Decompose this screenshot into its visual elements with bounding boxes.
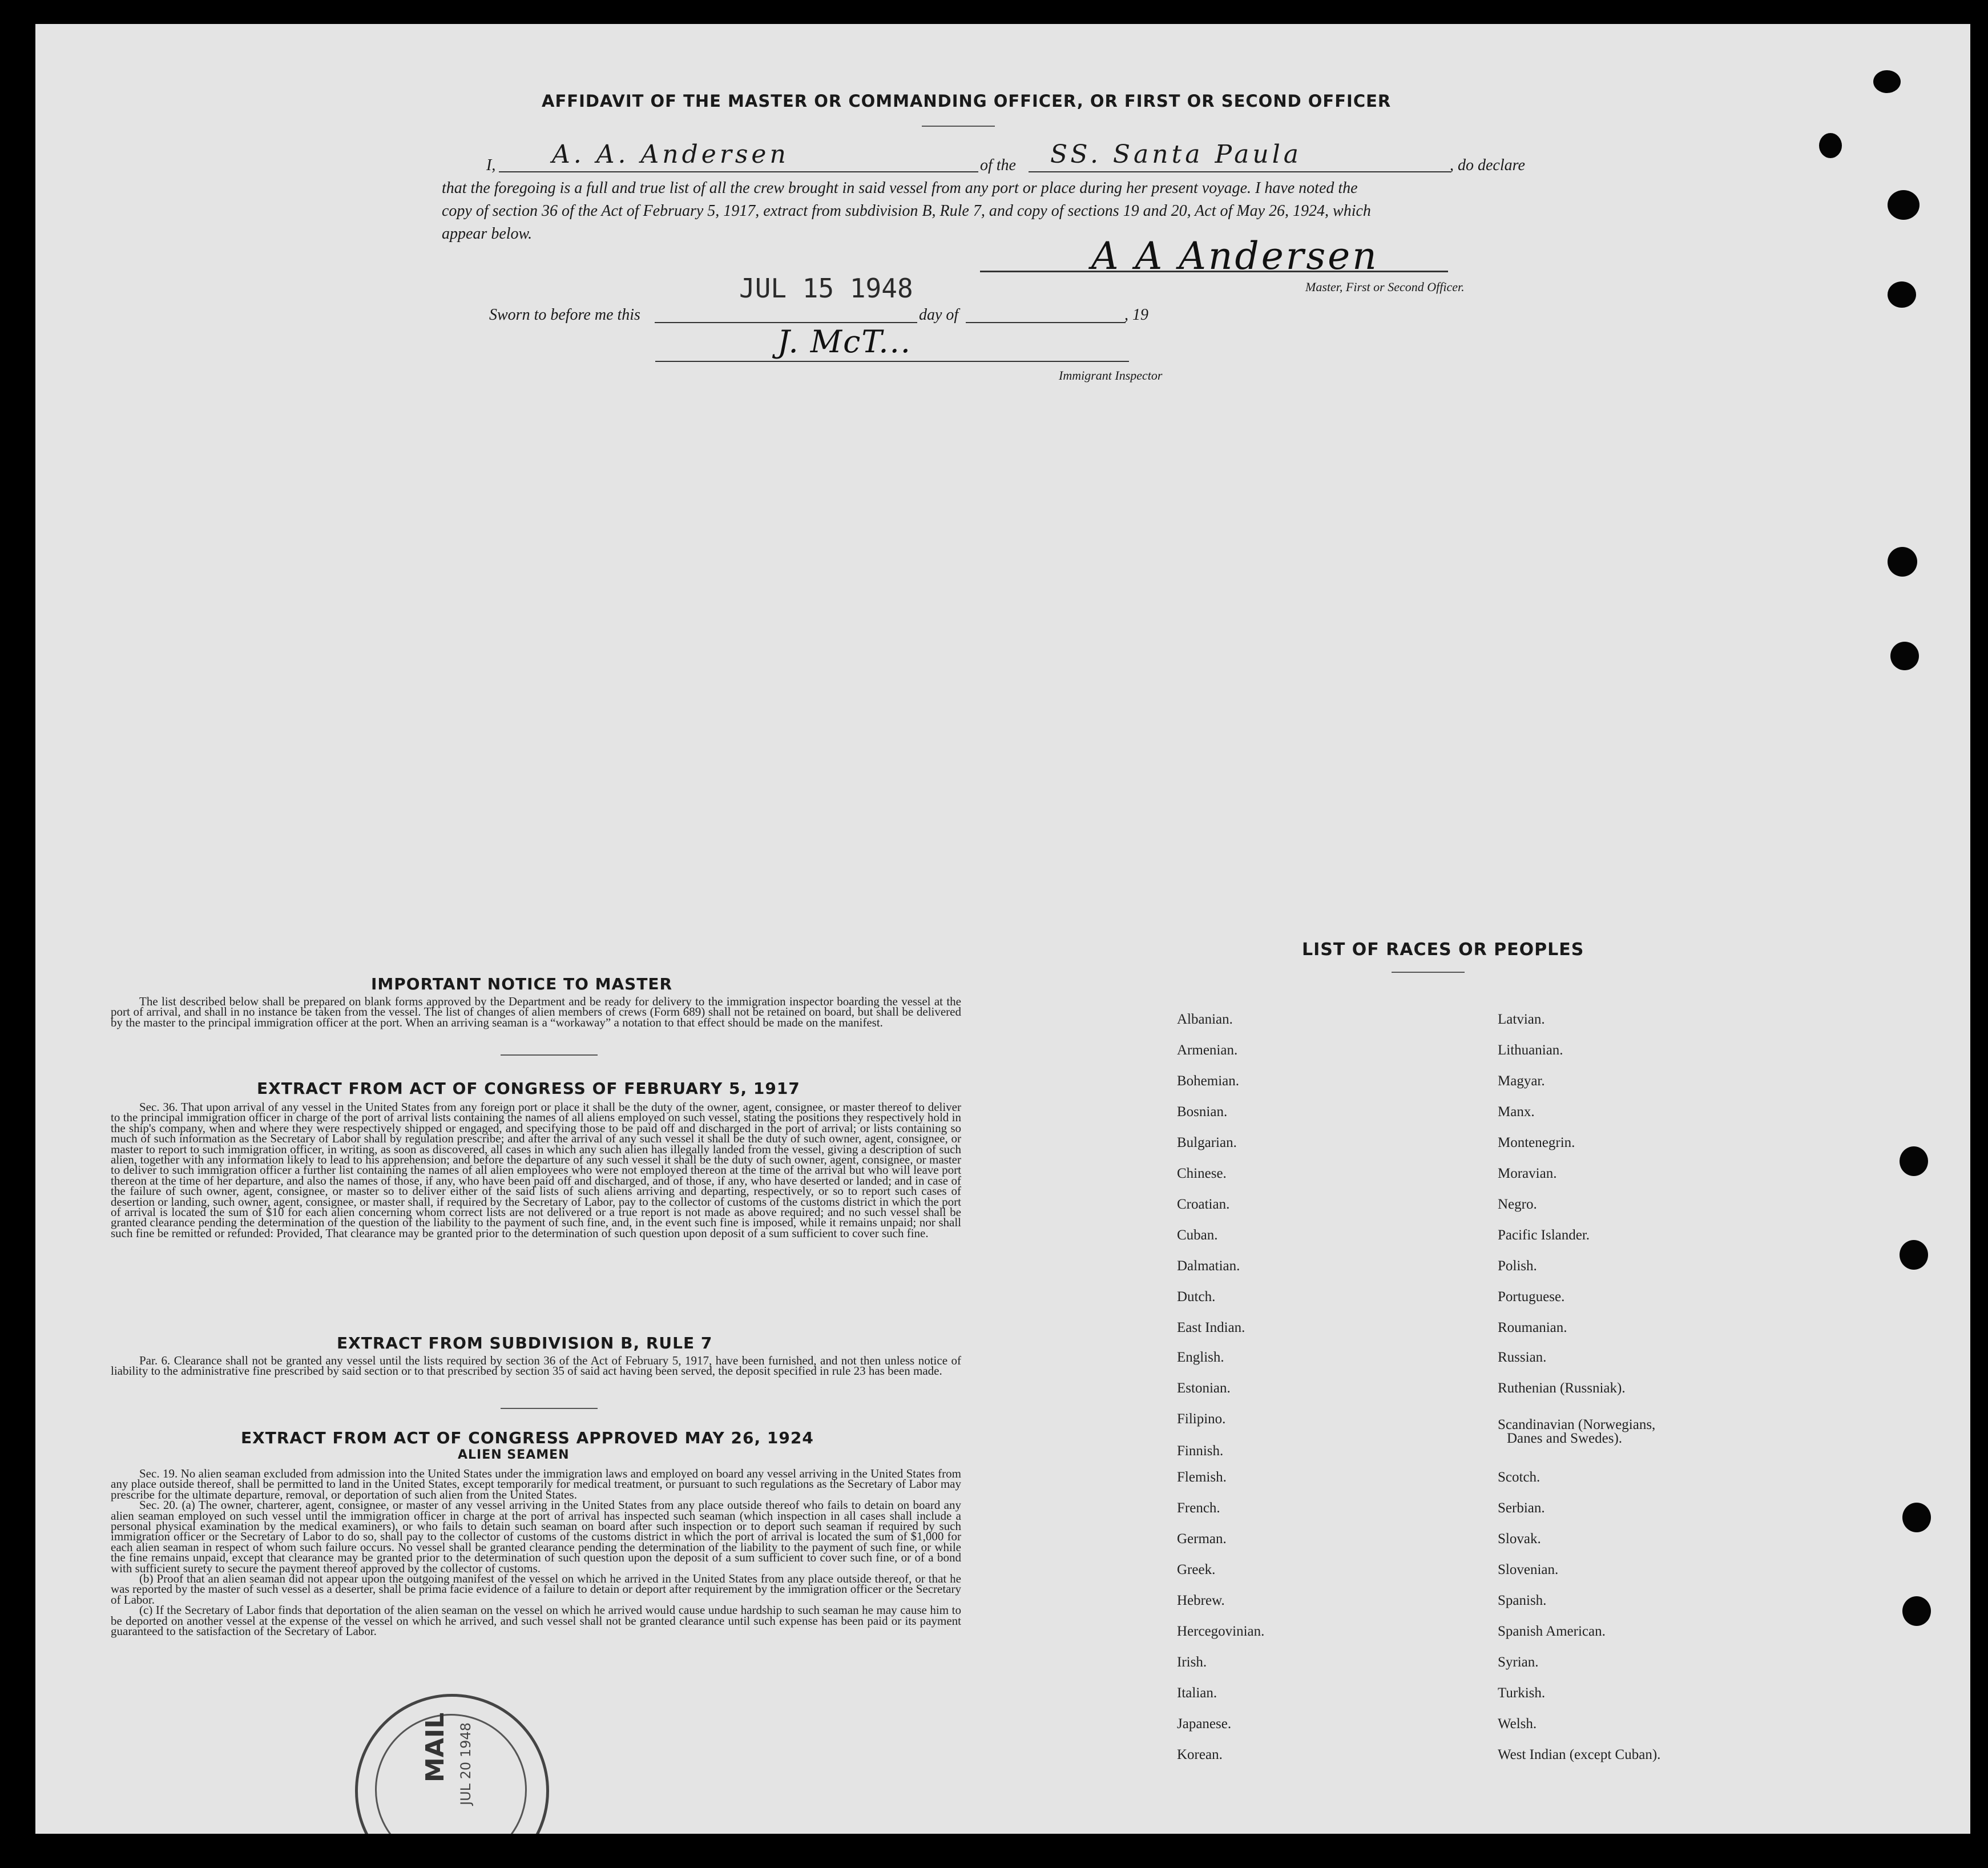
year-label: , 19 bbox=[1124, 306, 1148, 324]
race-item: Scandinavian (Norwegians, bbox=[1498, 1417, 1656, 1432]
race-item: Latvian. bbox=[1498, 1012, 1545, 1027]
declare-label: , do declare bbox=[1450, 156, 1525, 174]
race-item: Estonian. bbox=[1177, 1380, 1231, 1396]
race-item: Spanish American. bbox=[1498, 1624, 1606, 1639]
race-item: Lithuanian. bbox=[1498, 1042, 1563, 1058]
document-page bbox=[35, 24, 1970, 1834]
race-item: Bosnian. bbox=[1177, 1104, 1228, 1120]
race-item: Turkish. bbox=[1498, 1685, 1546, 1701]
notice-title: IMPORTANT NOTICE TO MASTER bbox=[371, 975, 673, 993]
sworn-label: Sworn to before me this bbox=[489, 306, 640, 324]
race-item: Chinese. bbox=[1177, 1166, 1227, 1181]
race-item: Finnish. bbox=[1177, 1443, 1224, 1459]
race-item: Negro. bbox=[1498, 1197, 1537, 1212]
race-item: Croatian. bbox=[1177, 1197, 1230, 1212]
i-label: I, bbox=[486, 156, 496, 174]
race-item: Korean. bbox=[1177, 1747, 1223, 1762]
race-item: Welsh. bbox=[1498, 1716, 1537, 1732]
master-signature: A A Andersen bbox=[1091, 234, 1379, 278]
race-item: Moravian. bbox=[1498, 1166, 1557, 1181]
inspector-caption: Immigrant Inspector bbox=[1059, 368, 1163, 383]
race-item: Hebrew. bbox=[1177, 1593, 1225, 1608]
race-item: Armenian. bbox=[1177, 1042, 1238, 1058]
punch-hole bbox=[1890, 642, 1919, 670]
punch-hole bbox=[1888, 190, 1920, 220]
date-stamp: JUL 15 1948 bbox=[739, 273, 913, 304]
race-item: Russian. bbox=[1498, 1350, 1547, 1365]
race-item: Syrian. bbox=[1498, 1654, 1539, 1670]
race-item: Ruthenian (Russniak). bbox=[1498, 1380, 1626, 1396]
punch-hole bbox=[1873, 70, 1901, 93]
race-item: Cuban. bbox=[1177, 1227, 1218, 1243]
race-item: Dutch. bbox=[1177, 1289, 1216, 1305]
race-item: Serbian. bbox=[1498, 1500, 1545, 1516]
races-title: LIST OF RACES OR PEOPLES bbox=[1302, 940, 1584, 960]
race-item: Danes and Swedes). bbox=[1507, 1431, 1623, 1446]
races-rule bbox=[1392, 972, 1465, 973]
race-item: Roumanian. bbox=[1498, 1320, 1567, 1335]
race-item: Magyar. bbox=[1498, 1073, 1545, 1089]
race-item: Bohemian. bbox=[1177, 1073, 1240, 1089]
notice-rule bbox=[501, 1054, 598, 1056]
race-item: Spanish. bbox=[1498, 1593, 1547, 1608]
of-the-label: of the bbox=[980, 156, 1016, 174]
rule7-rule bbox=[501, 1408, 598, 1409]
declaration-line-3: copy of section 36 of the Act of February 5, 1917, extract from subdivision B, Rule 7, and copy of sections 19 and 20, Act of May 26, 1924, which bbox=[442, 202, 1371, 220]
extract-1924-text bbox=[111, 1468, 961, 1637]
race-item: Slovak. bbox=[1498, 1531, 1541, 1547]
race-item: Filipino. bbox=[1177, 1411, 1226, 1427]
race-item: English. bbox=[1177, 1350, 1224, 1365]
title-rule bbox=[922, 126, 995, 127]
postmark-mail: MAIL bbox=[421, 1712, 450, 1782]
vessel-name-line bbox=[1029, 171, 1451, 172]
extract-rule7-title: EXTRACT FROM SUBDIVISION B, RULE 7 bbox=[337, 1334, 713, 1352]
race-item: West Indian (except Cuban). bbox=[1498, 1747, 1661, 1762]
race-item: Bulgarian. bbox=[1177, 1135, 1237, 1150]
inspector-signature: J. McT... bbox=[777, 324, 912, 360]
extract-rule7-text: Par. 6. Clearance shall not be granted any vessel until the lists required by section 36 of the Act of February 5, 1917, have been furnished, and not then unless notice of liability to the administrative fine prescribed by said section or to that prescribed by section 35 of said act having been served, the deposit specified in rule 23 has been made. bbox=[111, 1354, 961, 1378]
race-item: Albanian. bbox=[1177, 1012, 1233, 1027]
sworn-day-line bbox=[655, 322, 917, 323]
race-item: German. bbox=[1177, 1531, 1227, 1547]
vessel-name: SS. Santa Paula bbox=[1050, 140, 1303, 169]
alien-seamen-subtitle: ALIEN SEAMEN bbox=[458, 1448, 570, 1462]
postmark-date: JUL 20 1948 bbox=[458, 1722, 474, 1805]
affidavit-title: AFFIDAVIT OF THE MASTER OR COMMANDING OFFICER, OR FIRST OR SECOND OFFICER bbox=[542, 91, 1392, 111]
sec-19-text: Sec. 19. No alien seaman excluded from admission into the United States under the immigration laws and employed on board any vessel arriving in the United States from any place outside thereof, shall be permitted to land in the United States, except temporarily for medical treatment, or pursuant to such regulations as the Secretary of Labor may prescribe for the ultimate departure, removal, or deportation of such alien from the United States. bbox=[111, 1467, 961, 1501]
punch-hole bbox=[1888, 281, 1916, 308]
master-name: A. A. Andersen bbox=[552, 140, 789, 169]
race-item: Portuguese. bbox=[1498, 1289, 1565, 1305]
extract-1917-title: EXTRACT FROM ACT OF CONGRESS OF FEBRUARY 5, 1917 bbox=[257, 1079, 800, 1098]
master-signature-line bbox=[980, 271, 1448, 272]
race-item: Flemish. bbox=[1177, 1470, 1227, 1485]
race-item: Slovenian. bbox=[1498, 1562, 1559, 1577]
sworn-month-line bbox=[966, 322, 1126, 323]
race-item: French. bbox=[1177, 1500, 1220, 1516]
punch-hole bbox=[1900, 1240, 1928, 1270]
extract-1924-title: EXTRACT FROM ACT OF CONGRESS APPROVED MAY 26, 1924 bbox=[241, 1428, 814, 1447]
race-item: Dalmatian. bbox=[1177, 1258, 1240, 1274]
punch-hole bbox=[1888, 547, 1917, 577]
master-caption: Master, First or Second Officer. bbox=[1305, 280, 1465, 294]
race-item: East Indian. bbox=[1177, 1320, 1245, 1335]
punch-hole bbox=[1819, 133, 1842, 158]
inspector-signature-line bbox=[655, 361, 1129, 362]
race-item: Japanese. bbox=[1177, 1716, 1232, 1732]
race-item: Scotch. bbox=[1498, 1470, 1541, 1485]
sec-20a-text: Sec. 20. (a) The owner, charterer, agent, consignee, or master of any vessel arriving in the United States from any place outside thereof who fails to detain on board any alien seaman employed on such vessel until the immigration officer in charge at the port of arrival has inspected such seaman (which inspection in all cases shall include a personal physical examination by the medical examiners), or who fails to detain such seaman on board after such inspection or to deport such seaman if required by such immigration officer or the Secretary of Labor to do so, shall pay to the collector of customs of the customs district in which the port of arrival is located the sum of $1,000 for each alien seaman in respect of whom such failure occurs. No vessel shall be granted clearance pending the determination of the liability to the payment of such fine, or while the fine remains unpaid, except that clearance may be granted prior to the determination of such question upon the deposit of a sum sufficient to cover such fine, or of a bond with sufficient surety to secure the payment thereof approved by the collector of customs. bbox=[111, 1498, 961, 1575]
notice-text: The list described below shall be prepared on blank forms approved by the Department and be ready for delivery to the immigration inspector boarding the vessel at the port of arrival, and shall in no instance be taken from the vessel. The list of changes of alien members of crews (Form 689) shall not be retained on board, but shall be delivered by the master to the principal immigration officer at the port. When an arriving seaman is a “workaway” a notation to that effect should be made on the manifest. bbox=[111, 995, 961, 1029]
race-item: Manx. bbox=[1498, 1104, 1535, 1120]
punch-hole bbox=[1902, 1503, 1931, 1532]
race-item: Montenegrin. bbox=[1498, 1135, 1575, 1150]
race-item: Hercegovinian. bbox=[1177, 1624, 1265, 1639]
postmark-inner-ring bbox=[375, 1714, 527, 1834]
day-of-label: day of bbox=[919, 306, 959, 324]
race-item: Greek. bbox=[1177, 1562, 1216, 1577]
race-item: Italian. bbox=[1177, 1685, 1217, 1701]
race-item: Pacific Islander. bbox=[1498, 1227, 1590, 1243]
punch-hole bbox=[1902, 1596, 1931, 1626]
race-item: Polish. bbox=[1498, 1258, 1537, 1274]
race-item: Irish. bbox=[1177, 1654, 1207, 1670]
declaration-line-4: appear below. bbox=[442, 225, 533, 243]
postmark-stamp bbox=[355, 1694, 549, 1834]
declaration-line-2: that the foregoing is a full and true list of all the crew brought in said vessel from any port or place during her present voyage. I have noted the bbox=[442, 179, 1358, 197]
extract-1917-text: Sec. 36. That upon arrival of any vessel in the United States from any foreign port or place it shall be the duty of the owner, agent, consignee, or master thereof to deliver to the principal immigration officer in charge of the port of arrival lists containing the names of all aliens employed on such vessel, stating the positions they respectively hold in the ship's company, when and where they were respectively shipped or engaged, and specifying those to be paid off and discharged in the port of arrival; or lists containing so much of such information as the Secretary of Labor shall by regulation prescribe; and after the arrival of any such vessel it shall be the duty of such owner, agent, consignee, or master to report to such immigration officer, in writing, as soon as discovered, all cases in which any such alien has illegally landed from the vessel, giving a description of such alien, together with any information likely to lead to his apprehension; and before the departure of any such vessel it shall be the duty of such owner, agent, consignee, or master to deliver to such immigration officer a further list containing the names of all alien employees who were not employed thereon at the time of the arrival but who will leave port thereon at the time of her departure, and also the names of those, if any, who have been paid off and discharged, and of those, if any, who have deserted or landed; and in case of the failure of such owner, agent, consignee, or master so to deliver either of the said lists of such aliens arriving and departing, respectively, or so to report such cases of desertion or landing, such owner, agent, consignee, or master shall, if required by the Secretary of Labor, pay to the collector of customs of the customs district in which the port of arrival is located the sum of $10 for each alien concerning whom correct lists are not delivered or a true report is not made as above required; and no such vessel shall be granted clearance pending the determination of the question of the liability to the payment of such fine, and, in the event such fine is imposed, while it remains unpaid; nor shall such fine be remitted or refunded: Provided, That clearance may be granted prior to the determination of such question upon deposit of a sum sufficient to cover such fine. bbox=[111, 1100, 961, 1240]
punch-hole bbox=[1900, 1146, 1928, 1176]
master-name-line bbox=[499, 171, 978, 172]
sec-20c-text: (c) If the Secretary of Labor finds that deportation of the alien seaman on the vessel on which he arrived would cause undue hardship to such seaman he may cause him to be deported on another vessel at the expense of the vessel on which he arrived, and such vessel shall not be granted clearance until such expense has been paid or its payment guaranteed to the satisfaction of the Secretary of Labor. bbox=[111, 1603, 961, 1638]
sec-20b-text: (b) Proof that an alien seaman did not appear upon the outgoing manifest of the vessel on which he arrived in the United States from any place outside thereof, or that he was reported by the master of such vessel as a deserter, shall be prima facie evidence of a failure to detain or deport after requirement by the immigration officer or the Secretary of Labor. bbox=[111, 1572, 961, 1607]
